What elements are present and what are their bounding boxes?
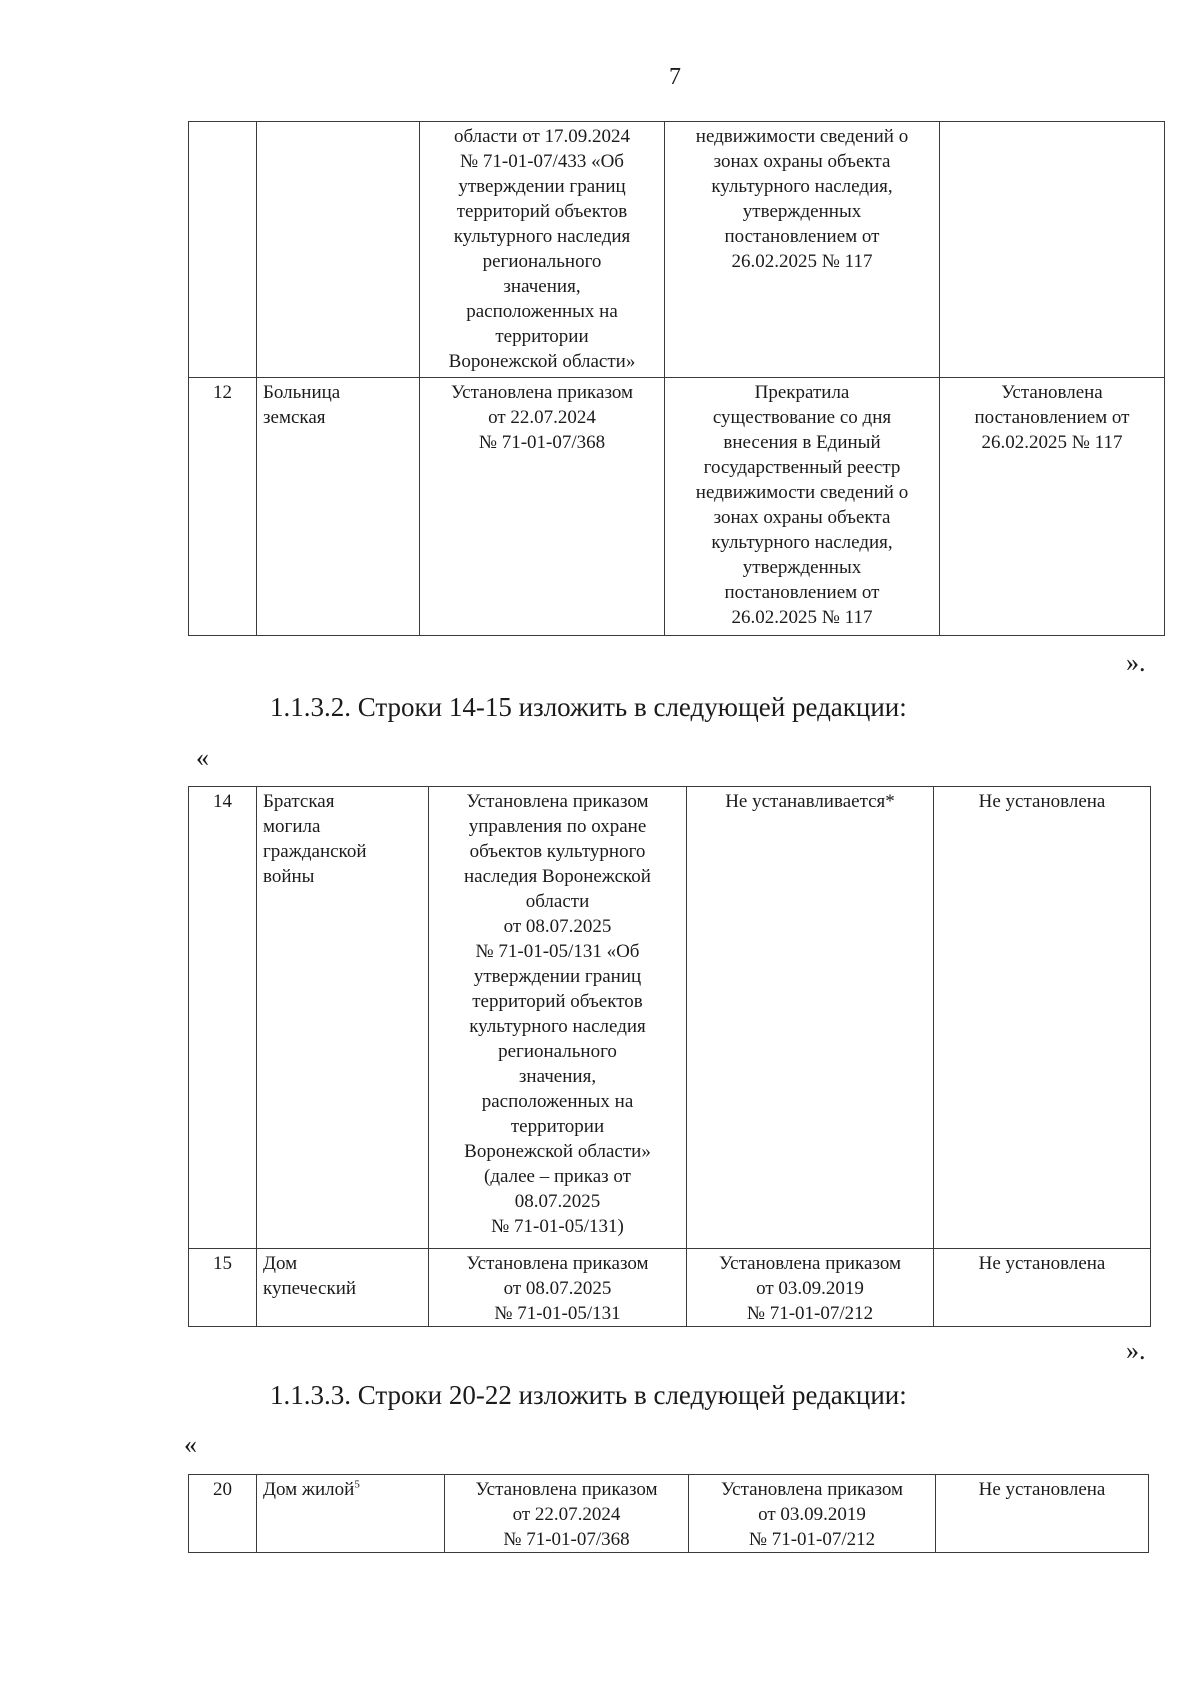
cell-text-line: Установлена приказом bbox=[719, 1253, 901, 1274]
cell-text-line: значения, bbox=[503, 276, 581, 297]
close-quote: ». bbox=[1126, 1336, 1146, 1365]
cell-text-line: постановлением от bbox=[724, 582, 880, 603]
cell-text-line: гражданской bbox=[263, 841, 367, 862]
cell-text-line: от 22.07.2024 bbox=[512, 1504, 621, 1525]
row-number-cell: 12 bbox=[189, 378, 257, 636]
cell-text-line: расположенных на bbox=[466, 301, 618, 322]
object-name-cell bbox=[257, 122, 420, 378]
cell-text-line: Воронежской области» bbox=[448, 351, 636, 372]
cell-text-line: зонах охраны объекта bbox=[713, 151, 891, 172]
territory-boundary-cell bbox=[429, 787, 687, 1249]
cell-text-line: территорий объектов bbox=[472, 991, 643, 1012]
cell-text-line: области от 17.09.2024 bbox=[453, 126, 631, 147]
cell-text-line: Установлена приказом bbox=[466, 1253, 649, 1274]
cell-text-line: № 71-01-07/212 bbox=[748, 1529, 876, 1550]
other-zone-cell bbox=[936, 1475, 1149, 1553]
cell-text-line: 08.07.2025 bbox=[514, 1191, 601, 1212]
table-row bbox=[189, 378, 1165, 636]
section-heading: 1.1.3.3. Строки 20-22 изложить в следующей редакции: bbox=[270, 1380, 907, 1410]
territory-boundary-cell bbox=[420, 122, 665, 378]
cell-text-line: наследия Воронежской bbox=[464, 866, 651, 887]
cell-text-line: № 71-01-07/368 bbox=[478, 432, 606, 453]
protection-zone-cell bbox=[687, 1249, 934, 1327]
cell-text-line: Больница bbox=[263, 382, 341, 403]
cell-text-line: территории bbox=[510, 1116, 605, 1137]
cell-text-line: территорий объектов bbox=[456, 201, 628, 222]
cell-text-line: № 71-01-07/368 bbox=[503, 1529, 630, 1550]
row-number-cell bbox=[189, 122, 257, 378]
cell-text-line: культурного наследия, bbox=[711, 176, 893, 197]
cell-text-line: 26.02.2025 № 117 bbox=[731, 607, 873, 628]
cell-text-line: земская bbox=[263, 407, 326, 428]
cell-text-line: № 71-01-05/131 «Об bbox=[475, 941, 640, 962]
cell-text-line: существование со дня bbox=[712, 407, 892, 428]
other-zone-cell bbox=[934, 787, 1151, 1249]
territory-boundary-cell bbox=[420, 378, 665, 636]
other-zone-cell bbox=[940, 122, 1165, 378]
other-zone-cell bbox=[940, 378, 1165, 636]
cell-text-line: постановлением от bbox=[974, 407, 1130, 428]
objects-table-rows-14-15 bbox=[188, 786, 1151, 1327]
cell-text-line: войны bbox=[263, 866, 315, 887]
cell-text-line: постановлением от bbox=[724, 226, 880, 247]
section-heading: 1.1.3.2. Строки 14-15 изложить в следующей редакции: bbox=[270, 692, 907, 722]
cell-text-line: Установлена bbox=[1001, 382, 1103, 403]
cell-text-line: Установлена приказом bbox=[451, 382, 633, 403]
page-number: 7 bbox=[669, 64, 681, 90]
cell-text-line: от 03.09.2019 bbox=[758, 1504, 866, 1525]
protection-zone-cell bbox=[687, 787, 934, 1249]
open-quote: « bbox=[184, 1430, 197, 1459]
object-name-cell bbox=[257, 787, 429, 1249]
cell-text-line: 26.02.2025 № 117 bbox=[731, 251, 873, 272]
cell-text-line: (далее – приказ от bbox=[484, 1166, 631, 1187]
cell-text-line: управления по охране bbox=[468, 816, 647, 837]
cell-text-line: территории bbox=[495, 326, 589, 347]
cell-text-line: регионального bbox=[482, 251, 602, 272]
cell-text-line: от 08.07.2025 bbox=[503, 916, 612, 937]
cell-text-line: значения, bbox=[518, 1066, 597, 1087]
row-number-cell: 15 bbox=[189, 1249, 257, 1327]
open-quote: « bbox=[196, 743, 209, 772]
close-quote: ». bbox=[1126, 648, 1146, 677]
cell-text-line: культурного наследия bbox=[469, 1016, 646, 1037]
cell-text-line: Воронежской области» bbox=[464, 1141, 651, 1162]
cell-text-line: от 22.07.2024 bbox=[488, 407, 596, 428]
cell-text-line: зонах охраны объекта bbox=[713, 507, 891, 528]
cell-text-line: от 08.07.2025 bbox=[503, 1278, 612, 1299]
territory-boundary-cell bbox=[445, 1475, 689, 1553]
object-name-cell bbox=[257, 1475, 445, 1553]
cell-text-line: недвижимости сведений о bbox=[695, 482, 909, 503]
row-number-cell: 14 bbox=[189, 787, 257, 1249]
footnote-marker: 5 bbox=[354, 1478, 360, 1491]
cell-text-line: Не установлена bbox=[978, 1479, 1106, 1500]
cell-text-line: Дом bbox=[263, 1253, 298, 1274]
cell-text-line: области bbox=[525, 891, 590, 912]
cell-text-line: недвижимости сведений о bbox=[695, 126, 909, 147]
objects-table-rows-20-22 bbox=[188, 1474, 1149, 1553]
object-name-cell bbox=[257, 378, 420, 636]
cell-text-line: Не устанавливается* bbox=[725, 791, 895, 812]
table-row bbox=[189, 1475, 1149, 1553]
protection-zone-cell bbox=[665, 378, 940, 636]
cell-text-line: внесения в Единый bbox=[723, 432, 881, 453]
cell-text-line: № 71-01-05/131) bbox=[491, 1216, 624, 1237]
cell-text-line: культурного наследия bbox=[453, 226, 631, 247]
cell-text-line: утвержденных bbox=[742, 557, 862, 578]
cell-text-line: 26.02.2025 № 117 bbox=[981, 432, 1123, 453]
object-name-cell bbox=[257, 1249, 429, 1327]
cell-text-line: Не установлена bbox=[978, 1253, 1106, 1274]
cell-text-line: Прекратила bbox=[754, 382, 850, 403]
cell-text-line: Установлена приказом bbox=[721, 1479, 903, 1500]
object-name: Дом жилой bbox=[263, 1479, 355, 1500]
protection-zone-cell bbox=[689, 1475, 936, 1553]
cell-text-line: государственный реестр bbox=[703, 457, 901, 478]
row-number-cell: 20 bbox=[189, 1475, 257, 1553]
cell-text-line: утверждении границ bbox=[473, 966, 642, 987]
cell-text-line: культурного наследия, bbox=[711, 532, 893, 553]
cell-text-line: регионального bbox=[498, 1041, 617, 1062]
cell-text-line: могила bbox=[263, 816, 321, 837]
cell-text-line: Не установлена bbox=[978, 791, 1106, 812]
cell-text-line: № 71-01-05/131 bbox=[494, 1303, 621, 1324]
cell-text-line: от 03.09.2019 bbox=[756, 1278, 864, 1299]
table-row bbox=[189, 1249, 1151, 1327]
cell-text-line: купеческий bbox=[263, 1278, 357, 1299]
cell-text-line: № 71-01-07/212 bbox=[746, 1303, 874, 1324]
table-row bbox=[189, 787, 1151, 1249]
cell-text-line: Установлена приказом bbox=[475, 1479, 658, 1500]
cell-text-line: утвержденных bbox=[742, 201, 862, 222]
cell-text-line: № 71-01-07/433 «Об bbox=[460, 151, 624, 172]
cell-text-line: расположенных на bbox=[481, 1091, 634, 1112]
cell-text-line: утверждении границ bbox=[458, 176, 626, 197]
cell-text-line: Братская bbox=[263, 791, 335, 812]
other-zone-cell bbox=[934, 1249, 1151, 1327]
cell-text-line: объектов культурного bbox=[469, 841, 646, 862]
territory-boundary-cell bbox=[429, 1249, 687, 1327]
protection-zone-cell bbox=[665, 122, 940, 378]
table-row bbox=[189, 122, 1165, 378]
objects-table-continuation bbox=[188, 121, 1165, 636]
cell-text-line: Установлена приказом bbox=[466, 791, 649, 812]
